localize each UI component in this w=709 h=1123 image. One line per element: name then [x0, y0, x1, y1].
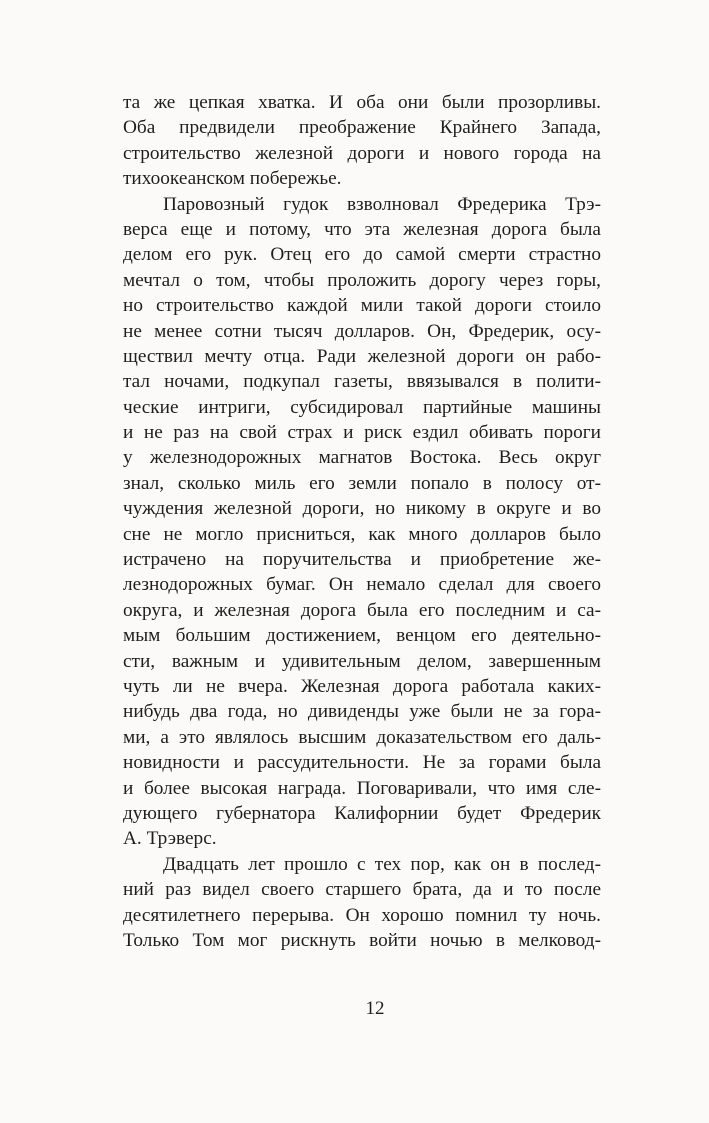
text-line: знал, сколько миль его земли попало в полосу от- — [123, 472, 601, 494]
text-line: А. Трэверс. — [123, 828, 217, 850]
text-line: нибудь два года, но дивиденды уже были не за гора- — [123, 701, 601, 723]
text-line: строительство железной дороги и нового города на — [123, 142, 601, 164]
text-line: десятилетнего перерыва. Он хорошо помнил ту ночь. — [123, 904, 601, 926]
text-line: Оба предвидели преображение Крайнего Запада, — [123, 117, 601, 139]
body-text — [123, 90, 601, 953]
text-line: не менее сотни тысяч долларов. Он, Фредерик, осу- — [123, 320, 601, 342]
text-line: Только Том мог рискнуть войти ночью в мелковод- — [123, 929, 601, 951]
text-line: та же цепкая хватка. И оба они были прозорливы. — [123, 92, 601, 113]
page-number: 12 — [365, 998, 385, 1019]
text-line: новидности и рассудительности. Не за горами была — [123, 752, 601, 774]
text-line: и более высокая награда. Поговаривали, что имя сле- — [123, 777, 601, 799]
text-line: чуть ли не вчера. Железная дорога работала каких- — [123, 675, 601, 697]
text-line: лезнодорожных бумаг. Он немало сделал для своего — [123, 574, 601, 596]
text-line: истрачено на поручительства и приобретение же- — [123, 549, 601, 571]
text-line: мечтал о том, чтобы проложить дорогу через горы, — [123, 269, 601, 291]
text-line: Двадцать лет прошло с тех пор, как он в послед- — [163, 853, 601, 875]
text-line: сне не могло присниться, как много долларов было — [123, 523, 601, 545]
text-line: округа, и железная дорога была его последним и са- — [123, 599, 601, 621]
text-line: и не раз на свой страх и риск ездил обивать пороги — [123, 422, 601, 444]
text-line: сти, важным и удивительным делом, завершенным — [123, 650, 601, 672]
text-line: тал ночами, подкупал газеты, ввязывался в полити- — [123, 371, 601, 393]
text-line: дующего губернатора Калифорнии будет Фредерик — [123, 802, 601, 824]
text-line: тихоокеанском побережье. — [123, 168, 342, 190]
text-line: ми, а это являлось высшим доказательством его даль- — [123, 726, 601, 748]
text-line: но строительство каждой мили такой дороги стоило — [123, 295, 601, 317]
text-line: Паровозный гудок взволновал Фредерика Трэ- — [163, 193, 601, 215]
text-line: чуждения железной дороги, но никому в округе и во — [123, 498, 601, 520]
text-line: ческие интриги, субсидировал партийные машины — [123, 396, 601, 418]
text-line: ществил мечту отца. Ради железной дороги он рабо- — [123, 345, 601, 367]
text-line: делом его рук. Отец его до самой смерти страстно — [123, 244, 601, 266]
text-line: у железнодорожных магнатов Востока. Весь округ — [123, 447, 601, 469]
text-line: мым большим достижением, венцом его деятельно- — [123, 625, 601, 647]
text-line: ний раз видел своего старшего брата, да и то после — [123, 879, 601, 901]
text-line: верса еще и потому, что эта железная дорога была — [123, 218, 601, 240]
